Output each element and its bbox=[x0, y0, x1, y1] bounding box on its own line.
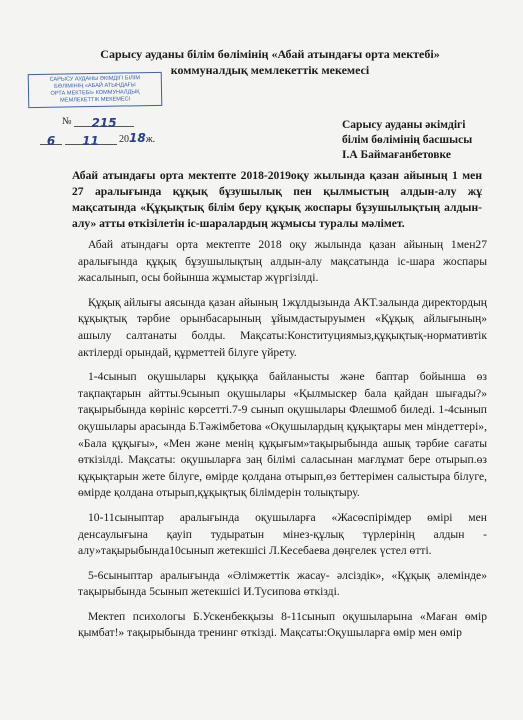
body-paragraph: 10-11сыныптар аралығында оқушыларға «Жасөспірімдер өмірі мен денсаулығына қауіп тудыратын мінез-құлық түрлерінің алдын - алу»тақырыбында10сынып жетекшісі Л.Кесебаева дөңгелек үстел өтті. bbox=[78, 510, 487, 558]
body-paragraph: 5-6сыныптар аралығында «Әлімжеттік жасау- әлсіздік», «Құқық әлемінде» тақырыбында 5сынып жетекшісі И.Тусипова өткізді. bbox=[78, 568, 487, 599]
body-paragraph: Мектеп психологы Б.Ускенбекқызы 8-11сынып оқушыларына «Маған өмір қымбат!» тақырыбында тренинг өткізді. Мақсаты:Оқушыларға өмір мен өмір bbox=[78, 609, 487, 640]
addressee-line-2: білім бөлімінің басшысы bbox=[342, 134, 473, 146]
registration-number-block bbox=[40, 116, 180, 146]
stamp-line: ОРТА МЕКТЕБІ» КОММУНАЛДЫҚ bbox=[50, 89, 140, 97]
year-suffix: ж. bbox=[145, 134, 156, 145]
date-day-line bbox=[40, 134, 62, 148]
addressee-line-3: І.А Баймағанбетовке bbox=[342, 149, 451, 161]
document-body bbox=[78, 237, 487, 650]
registration-number-row bbox=[40, 116, 180, 131]
body-paragraph: 1-4сынып оқушылары құқыққа байланысты және баптар бойынша өз тақпақтарын айтты.9сынып оқушылары «Қылмыскер бала қайдан шығады?» тақырыбында көрініс көрсетті.7-9 сынып оқушылары Флешмоб биледі. 1-4сынып оқушылары арасында Б.Тәжімбетова «Оқушылардың құқықтары мен міндеттері», «Бала құқығы», «Мен және менің құқығым»тақырыбында ашық тәрбие сағаты өткізілді. Мақсаты: оқушыларға заң білімі саласынан мағлұмат бере отырып.өз құқықтарын жете білуге, өмірде қолдана отырып,өз беттерімен салыстыра білуге, өмірде қолдана отырып,құқықтық білімдерін толықтыру. bbox=[78, 370, 487, 500]
registration-number: 215 bbox=[91, 116, 117, 130]
stamp-line: БӨЛІМІНІҢ «АБАЙ АТЫНДАҒЫ bbox=[54, 82, 136, 90]
registration-day: 6 bbox=[46, 134, 56, 148]
stamp-line: САРЫСУ АУДАНЫ ӘКІМДІГІ БІЛІМ bbox=[49, 75, 141, 83]
document-title: Абай атындағы орта мектепте 2018-2019оқу жылында қазан айының 1 мен 27 аралығында құқық бұзушылық пен қылмыстың алдын-алу жұ мақсатында «Құқықтық білім беру құқық жоспары бұзушылықтың алдын-алу» атты өткізілетін іс-шаралардың жұмысы туралы мәлімет. bbox=[72, 169, 482, 230]
number-prefix: № bbox=[62, 116, 72, 127]
registration-stamp bbox=[28, 72, 163, 108]
addressee-block bbox=[342, 118, 492, 163]
letterhead-line-1: Сарысу ауданы білім бөлімінің «Абай атындағы орта мектебі» bbox=[100, 47, 440, 61]
registration-month: 11 bbox=[82, 134, 99, 148]
body-paragraph: Құқық айлығы аясында қазан айының 1жұлдызында АКТ.залында директордың құқықтық тәрбие орынбасарының ұйымдастыруымен «Құқық айлығының» ашылу салтанаты болды. Мақсаты:Конституциямыз,құқықтық-нормативтік актілерді орындай, құрметтей білуге үйрету. bbox=[78, 295, 487, 359]
date-month-line bbox=[65, 134, 117, 148]
body-paragraph: Абай атындағы орта мектепте 2018 оқу жылында қазан айының 1мен27 аралығында құқық бұзушылықтың алдын-алу мақсатында іс-шара жоспары жасалынып, осы бойынша жұмыстар жүргізілді. bbox=[78, 238, 487, 285]
registration-year: 18 bbox=[129, 131, 146, 145]
number-line bbox=[74, 116, 134, 130]
letterhead-line-2: коммуналдық мемлекеттік мекемесі bbox=[170, 63, 370, 77]
year-prefix: 20 bbox=[119, 134, 129, 145]
registration-date-row bbox=[40, 131, 180, 146]
stamp-line: МЕМЛЕКЕТТІК МЕКЕМЕСІ bbox=[60, 96, 131, 104]
addressee-line-1: Сарысу ауданы әкімдігі bbox=[342, 119, 466, 131]
